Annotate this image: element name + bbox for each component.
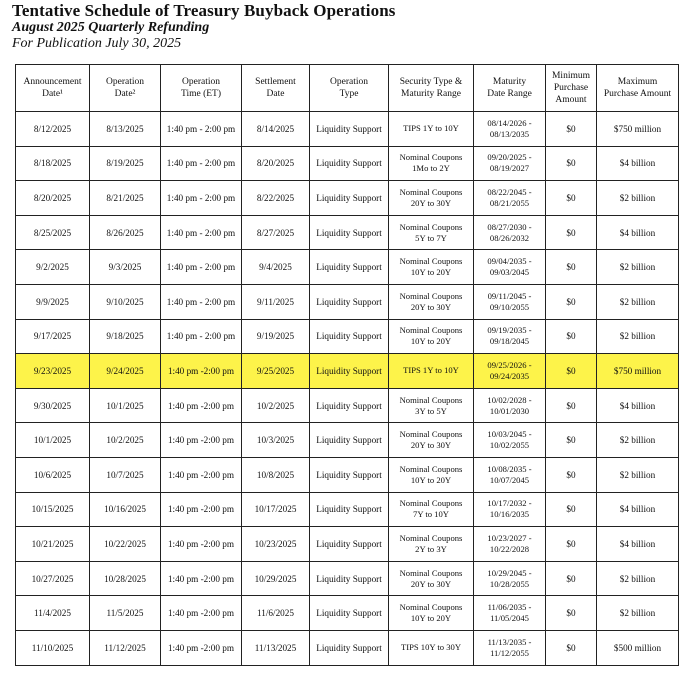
settlement-date-cell: 10/3/2025 [242,423,310,458]
column-header-line: Date Range [487,89,532,99]
security-type-cell [389,112,474,147]
operation-time-cell: 1:40 pm -2:00 pm [161,354,242,389]
minimum-amount-cell: $0 [546,423,597,458]
security-type-cell-line: TIPS 1Y to 10Y [403,365,459,376]
column-header-line: Operation [330,77,368,87]
maturity-range-cell-line: 10/03/2045 - [487,429,532,440]
operation-time-cell: 1:40 pm -2:00 pm [161,596,242,631]
announcement-date-cell: 8/12/2025 [16,112,90,147]
page-title: Tentative Schedule of Treasury Buyback Operations [12,1,396,20]
column-header-line: Announcement [23,77,82,87]
maturity-range-cell-line: 10/02/2055 [489,440,530,451]
minimum-amount-cell: $0 [546,561,597,596]
maturity-range-cell [474,388,546,423]
settlement-date-cell: 10/2/2025 [242,388,310,423]
maximum-amount-cell: $4 billion [597,527,679,562]
column-header-line: Date [266,89,285,99]
security-type-cell [389,215,474,250]
operation-type-cell: Liquidity Support [310,561,389,596]
settlement-date-cell: 8/22/2025 [242,181,310,216]
column-header-line: Security Type & [399,77,463,87]
minimum-amount-cell: $0 [546,146,597,181]
table-row [16,354,679,389]
operation-type-cell: Liquidity Support [310,354,389,389]
maturity-range-cell [474,319,546,354]
security-type-cell-line: TIPS 10Y to 30Y [400,642,462,653]
operation-type-cell: Liquidity Support [310,215,389,250]
table-row [16,146,679,181]
maturity-range-cell-line: 11/05/2045 [490,613,529,624]
security-type-cell [389,561,474,596]
operation-type-cell: Liquidity Support [310,112,389,147]
maturity-range-cell-line: 11/13/2035 - [487,636,532,647]
minimum-amount-cell: $0 [546,596,597,631]
announcement-date-cell: 9/30/2025 [16,388,90,423]
security-type-cell-line: TIPS 1Y to 10Y [403,123,459,134]
security-type-cell-line: Nominal Coupons [399,567,463,578]
maximum-amount-cell: $4 billion [597,492,679,527]
column-header-line: Maturity [492,77,527,87]
operation-date-cell: 10/28/2025 [90,561,161,596]
table-row [16,388,679,423]
announcement-date-cell: 11/10/2025 [16,630,90,665]
operation-type-cell: Liquidity Support [310,181,389,216]
maximum-amount-cell: $2 billion [597,181,679,216]
maturity-range-cell [474,630,546,665]
minimum-amount-cell: $0 [546,527,597,562]
minimum-amount-cell: $0 [546,112,597,147]
operation-type-cell: Liquidity Support [310,527,389,562]
column-header [546,65,597,112]
settlement-date-cell: 11/13/2025 [242,630,310,665]
publication-date: For Publication July 30, 2025 [12,36,182,51]
security-type-cell-line: 3Y to 5Y [415,405,447,416]
maximum-amount-cell: $500 million [597,630,679,665]
security-type-cell [389,457,474,492]
minimum-amount-cell: $0 [546,284,597,319]
operation-type-cell: Liquidity Support [310,492,389,527]
security-type-cell [389,423,474,458]
operation-type-cell: Liquidity Support [310,146,389,181]
operation-type-cell: Liquidity Support [310,457,389,492]
operation-time-cell: 1:40 pm -2:00 pm [161,492,242,527]
table-row [16,215,679,250]
security-type-cell [389,492,474,527]
operation-type-cell: Liquidity Support [310,596,389,631]
security-type-cell-line: Nominal Coupons [399,256,463,267]
column-header [90,65,161,112]
operation-time-cell: 1:40 pm -2:00 pm [161,630,242,665]
column-header-line: Date² [114,89,136,99]
operation-date-cell: 11/5/2025 [90,596,161,631]
table-row [16,596,679,631]
maturity-range-cell-line: 09/04/2035 - [487,256,532,267]
table-row [16,527,679,562]
settlement-date-cell: 8/27/2025 [242,215,310,250]
operation-date-cell: 9/3/2025 [90,250,161,285]
operation-time-cell: 1:40 pm -2:00 pm [161,527,242,562]
maturity-range-cell-line: 11/12/2055 [490,647,529,658]
maturity-range-cell-line: 10/22/2028 [489,543,530,554]
column-header-line: Settlement [255,77,296,87]
table-row [16,112,679,147]
security-type-cell-line: Nominal Coupons [399,152,463,163]
maturity-range-cell-line: 10/28/2055 [489,578,530,589]
operation-date-cell: 10/2/2025 [90,423,161,458]
minimum-amount-cell: $0 [546,250,597,285]
settlement-date-cell: 8/14/2025 [242,112,310,147]
maturity-range-cell [474,181,546,216]
security-type-cell [389,354,474,389]
table-row [16,181,679,216]
settlement-date-cell: 9/4/2025 [242,250,310,285]
maturity-range-cell-line: 09/25/2026 - [487,359,532,370]
operation-type-cell: Liquidity Support [310,388,389,423]
security-type-cell-line: 20Y to 30Y [410,440,452,451]
maturity-range-cell [474,457,546,492]
settlement-date-cell: 10/8/2025 [242,457,310,492]
maturity-range-cell [474,492,546,527]
maturity-range-cell [474,527,546,562]
maximum-amount-cell: $2 billion [597,250,679,285]
maximum-amount-cell: $2 billion [597,423,679,458]
security-type-cell [389,146,474,181]
settlement-date-cell: 9/11/2025 [242,284,310,319]
table-row [16,492,679,527]
maturity-range-cell-line: 09/11/2045 - [487,290,532,301]
maximum-amount-cell: $2 billion [597,561,679,596]
minimum-amount-cell: $0 [546,492,597,527]
maturity-range-cell-line: 09/03/2045 [489,267,530,278]
security-type-cell-line: Nominal Coupons [399,532,463,543]
operation-time-cell: 1:40 pm - 2:00 pm [161,250,242,285]
table-header-row [16,65,679,112]
maturity-range-cell-line: 08/21/2055 [489,197,530,208]
column-header-line: Operation [182,77,220,87]
maximum-amount-cell: $2 billion [597,319,679,354]
maximum-amount-cell: $2 billion [597,284,679,319]
maturity-range-cell-line: 11/06/2035 - [487,602,532,613]
operation-time-cell: 1:40 pm - 2:00 pm [161,181,242,216]
announcement-date-cell: 8/18/2025 [16,146,90,181]
settlement-date-cell: 10/29/2025 [242,561,310,596]
maturity-range-cell-line: 08/22/2045 - [487,186,532,197]
maturity-range-cell-line: 09/10/2055 [489,301,530,312]
operation-date-cell: 9/10/2025 [90,284,161,319]
maturity-range-cell-line: 09/19/2035 - [487,325,532,336]
table-row [16,250,679,285]
operation-date-cell: 8/26/2025 [90,215,161,250]
maturity-range-cell-line: 09/18/2045 [489,336,530,347]
security-type-cell-line: Nominal Coupons [399,463,463,474]
column-header-line: Amount [555,95,587,105]
maturity-range-cell-line: 08/19/2027 [489,163,530,174]
security-type-cell-line: Nominal Coupons [399,602,463,613]
maturity-range-cell [474,423,546,458]
column-header-line: Purchase [553,83,589,93]
operation-time-cell: 1:40 pm - 2:00 pm [161,146,242,181]
maximum-amount-cell: $750 million [597,112,679,147]
security-type-cell [389,630,474,665]
operation-date-cell: 9/18/2025 [90,319,161,354]
operation-date-cell: 8/21/2025 [90,181,161,216]
maturity-range-cell-line: 10/16/2035 [489,509,530,520]
column-header [597,65,679,112]
security-type-cell-line: Nominal Coupons [399,325,463,336]
security-type-cell-line: 20Y to 30Y [410,578,452,589]
security-type-cell [389,319,474,354]
announcement-date-cell: 10/27/2025 [16,561,90,596]
operation-time-cell: 1:40 pm -2:00 pm [161,457,242,492]
column-header-line: Maturity Range [401,89,461,99]
security-type-cell-line: 5Y to 7Y [415,232,447,243]
minimum-amount-cell: $0 [546,215,597,250]
announcement-date-cell: 11/4/2025 [16,596,90,631]
operation-time-cell: 1:40 pm - 2:00 pm [161,112,242,147]
page-subtitle: August 2025 Quarterly Refunding [12,20,210,35]
column-header-line: Operation [106,77,144,87]
maturity-range-cell-line: 08/13/2035 [489,128,530,139]
maturity-range-cell-line: 10/17/2032 - [487,498,532,509]
announcement-date-cell: 9/17/2025 [16,319,90,354]
operation-date-cell: 11/12/2025 [90,630,161,665]
operation-time-cell: 1:40 pm -2:00 pm [161,423,242,458]
maximum-amount-cell: $4 billion [597,215,679,250]
column-header [16,65,90,112]
operation-type-cell: Liquidity Support [310,630,389,665]
column-header-line: Purchase Amount [603,89,672,99]
column-header-line: Type [339,89,359,99]
maximum-amount-cell: $750 million [597,354,679,389]
security-type-cell-line: Nominal Coupons [399,429,463,440]
maturity-range-cell [474,284,546,319]
maturity-range-cell [474,112,546,147]
announcement-date-cell: 10/15/2025 [16,492,90,527]
maturity-range-cell-line: 10/29/2045 - [487,567,532,578]
table-row [16,561,679,596]
announcement-date-cell: 9/23/2025 [16,354,90,389]
column-header-line: Maximum [617,77,658,87]
security-type-cell-line: 20Y to 30Y [410,197,452,208]
security-type-cell-line: Nominal Coupons [399,186,463,197]
maturity-range-cell-line: 08/26/2032 [489,232,530,243]
maturity-range-cell-line: 10/08/2035 - [487,463,532,474]
minimum-amount-cell: $0 [546,630,597,665]
column-header [310,65,389,112]
column-header [389,65,474,112]
maturity-range-cell [474,215,546,250]
security-type-cell-line: 10Y to 20Y [410,613,452,624]
operation-time-cell: 1:40 pm - 2:00 pm [161,284,242,319]
announcement-date-cell: 10/1/2025 [16,423,90,458]
maturity-range-cell-line: 08/14/2026 - [487,117,532,128]
maturity-range-cell [474,146,546,181]
column-header [161,65,242,112]
maturity-range-cell-line: 10/02/2028 - [487,394,532,405]
operation-date-cell: 8/19/2025 [90,146,161,181]
table-row [16,319,679,354]
announcement-date-cell: 9/9/2025 [16,284,90,319]
security-type-cell-line: 10Y to 20Y [410,336,452,347]
security-type-cell-line: 10Y to 20Y [410,267,452,278]
settlement-date-cell: 9/25/2025 [242,354,310,389]
minimum-amount-cell: $0 [546,319,597,354]
operation-type-cell: Liquidity Support [310,250,389,285]
maturity-range-cell-line: 09/24/2035 [489,370,530,381]
maturity-range-cell-line: 10/01/2030 [489,405,530,416]
maximum-amount-cell: $4 billion [597,388,679,423]
announcement-date-cell: 9/2/2025 [16,250,90,285]
security-type-cell [389,250,474,285]
operation-date-cell: 8/13/2025 [90,112,161,147]
security-type-cell-line: 1Mo to 2Y [412,163,450,174]
minimum-amount-cell: $0 [546,457,597,492]
table-body [16,112,679,666]
security-type-cell [389,527,474,562]
security-type-cell-line: Nominal Coupons [399,394,463,405]
minimum-amount-cell: $0 [546,181,597,216]
column-header-line: Date¹ [42,89,63,99]
maximum-amount-cell: $2 billion [597,457,679,492]
minimum-amount-cell: $0 [546,354,597,389]
operation-date-cell: 9/24/2025 [90,354,161,389]
table-row [16,284,679,319]
security-type-cell [389,596,474,631]
security-type-cell-line: Nominal Coupons [399,221,463,232]
operation-time-cell: 1:40 pm - 2:00 pm [161,319,242,354]
maturity-range-cell-line: 10/23/2027 - [487,532,532,543]
minimum-amount-cell: $0 [546,388,597,423]
operation-time-cell: 1:40 pm -2:00 pm [161,388,242,423]
announcement-date-cell: 8/20/2025 [16,181,90,216]
table-row [16,630,679,665]
column-header-line: Minimum [551,71,590,81]
maturity-range-cell [474,561,546,596]
announcement-date-cell: 10/6/2025 [16,457,90,492]
security-type-cell-line: Nominal Coupons [399,290,463,301]
operation-type-cell: Liquidity Support [310,319,389,354]
operation-date-cell: 10/16/2025 [90,492,161,527]
security-type-cell-line: Nominal Coupons [399,498,463,509]
settlement-date-cell: 9/19/2025 [242,319,310,354]
settlement-date-cell: 8/20/2025 [242,146,310,181]
security-type-cell-line: 20Y to 30Y [410,301,452,312]
operation-type-cell: Liquidity Support [310,423,389,458]
security-type-cell [389,284,474,319]
security-type-cell-line: 7Y to 10Y [413,509,449,520]
announcement-date-cell: 8/25/2025 [16,215,90,250]
announcement-date-cell: 10/21/2025 [16,527,90,562]
maximum-amount-cell: $4 billion [597,146,679,181]
maximum-amount-cell: $2 billion [597,596,679,631]
settlement-date-cell: 10/17/2025 [242,492,310,527]
column-header [242,65,310,112]
operation-date-cell: 10/22/2025 [90,527,161,562]
security-type-cell-line: 10Y to 20Y [410,474,452,485]
maturity-range-cell-line: 10/07/2045 [489,474,530,485]
settlement-date-cell: 10/23/2025 [242,527,310,562]
maturity-range-cell-line: 08/27/2030 - [487,221,532,232]
operation-type-cell: Liquidity Support [310,284,389,319]
operation-time-cell: 1:40 pm -2:00 pm [161,561,242,596]
maturity-range-cell [474,354,546,389]
security-type-cell [389,388,474,423]
security-type-cell [389,181,474,216]
column-header-line: Time (ET) [180,89,222,99]
maturity-range-cell [474,250,546,285]
maturity-range-cell [474,596,546,631]
settlement-date-cell: 11/6/2025 [242,596,310,631]
maturity-range-cell-line: 09/20/2025 - [487,152,532,163]
security-type-cell-line: 2Y to 3Y [415,543,447,554]
column-header [474,65,546,112]
operation-date-cell: 10/1/2025 [90,388,161,423]
operation-time-cell: 1:40 pm - 2:00 pm [161,215,242,250]
table-row [16,423,679,458]
table-row [16,457,679,492]
operation-date-cell: 10/7/2025 [90,457,161,492]
buyback-schedule-table [15,64,679,666]
